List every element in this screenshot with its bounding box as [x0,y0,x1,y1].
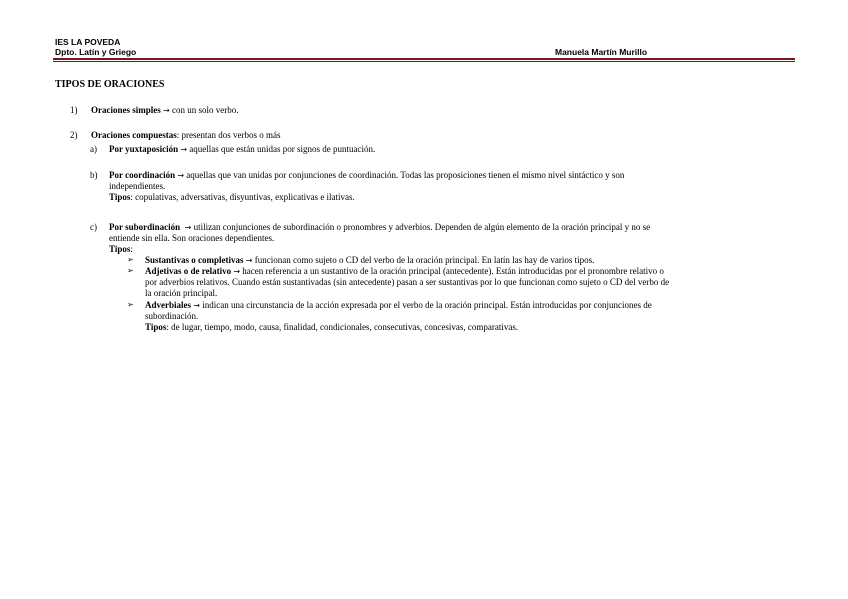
header-rule-thick [53,58,795,60]
bullet-arrow-icon: ➢ [127,255,134,264]
bullet-text: funcionan como sujeto o CD del verbo de la oración principal. En latín las hay de varios tipos. [252,255,595,265]
bullet-arrow-icon: ➢ [127,266,134,275]
term-yuxtaposicion: Por yuxtaposición [109,144,179,154]
tipos-text: : copulativas, adversativas, disyuntivas, explicativas e ilativas. [130,192,355,202]
department-name: Dpto. Latín y Griego [55,47,137,57]
page-title: TIPOS DE ORACIONES [55,79,165,90]
tipos-text: : [130,244,133,254]
bullet-text-continued: subordinación. [145,311,199,321]
header-rule-thin [53,61,795,62]
arrow-icon: → [233,267,241,276]
item-text-continued: entiende sin ella. Son oraciones dependientes. [109,233,275,243]
arrow-icon: → [163,106,170,115]
bullet-arrow-icon: ➢ [127,300,134,309]
bullet-text-continued: por adverbios relativos. Cuando están sustantivadas (sin antecedente) pasan a ser sustantivas por lo que funcionan como sujeto o CD del verbo de [145,277,670,287]
tipos-text: : de lugar, tiempo, modo, causa, finalidad, condicionales, consecutivas, concesivas, comparativas. [166,322,519,332]
term-sustantivas: Sustantivas o completivas [145,255,244,265]
bullet-text-continued: la oración principal. [145,288,218,298]
list-marker: b) [90,170,98,180]
author-name: Manuela Martín Murillo [555,47,648,57]
tipos-label: Tipos [145,322,167,332]
item-text: : presentan dos verbos o más [176,130,281,140]
tipos-label: Tipos [109,244,131,254]
school-name: IES LA POVEDA [55,37,121,47]
bullet-text: indican una circunstancia de la acción expresada por el verbo de la oración principal. Están introducidas por conjunciones de [199,300,652,310]
item-text: aquellas que van unidas por conjunciones de coordinación. Todas las proposiciones tienen el mismo nivel sintáctico y son [184,170,625,180]
arrow-icon: → [184,223,192,232]
term-oraciones-simples: Oraciones simples [91,105,161,115]
item-text: utilizan conjunciones de subordinación o pronombres y adverbios. Dependen de algún elemento de la oración principal y no se [191,222,651,232]
list-marker: 2) [70,130,78,140]
term-oraciones-compuestas: Oraciones compuestas [91,130,177,140]
list-marker: a) [90,144,97,154]
item-text: con un solo verbo. [169,105,239,115]
item-text-continued: independientes. [109,181,166,191]
list-marker: 1) [70,105,78,115]
arrow-icon: → [180,145,188,154]
term-adverbiales: Adverbiales [145,300,191,310]
term-adjetivas: Adjetivas o de relativo [145,266,232,276]
tipos-label: Tipos [109,192,131,202]
item-text: aquellas que están unidas por signos de puntuación. [187,144,376,154]
arrow-icon: → [177,171,185,180]
arrow-icon: → [193,301,200,310]
list-marker: c) [90,222,97,232]
bullet-text: hacen referencia a un sustantivo de la oración principal (antecedente). Están introducidas por el pronombre relativo o [240,266,664,276]
term-subordinacion: Por subordinación [109,222,181,232]
arrow-icon: → [245,256,253,265]
term-coordinacion: Por coordinación [109,170,176,180]
